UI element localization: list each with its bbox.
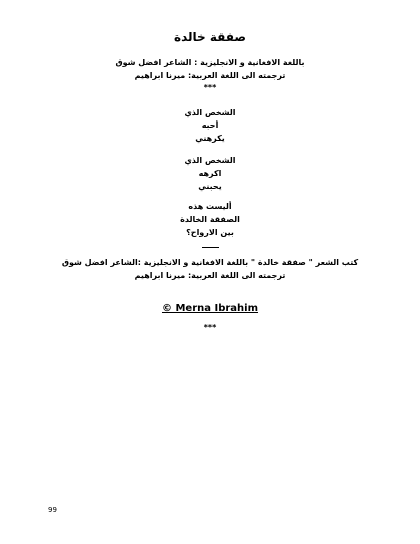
stanza2-line2: اكرهه [198, 169, 222, 178]
source-line: باللغة الافغانية و الانجليزية : الشاعر افضل شوق [115, 58, 305, 67]
stanza1-line2: أحبه [201, 121, 219, 130]
translation-line: ترجمته الى اللغة العربية: ميرنا ابراهيم [134, 71, 286, 80]
written-by-line: كتب الشعر " صفقة خالدة " باللغة الافغانية و الانجليزية :الشاعر افضل شوق [61, 258, 359, 267]
poem-title: صفقة خالدة [174, 30, 246, 44]
separator-top: *** [203, 83, 217, 92]
stanza3-line3: بين الارواح؟ [186, 228, 234, 237]
separator-bottom: *** [203, 323, 217, 332]
footer-translation-line: ترجمته الى اللغة العربية: ميرنا ابراهيم [134, 271, 286, 280]
page-number: 99 [48, 506, 57, 514]
copyright-notice: © Merna Ibrahim [161, 303, 259, 314]
stanza3-line2: الصفقة الخالدة [180, 215, 240, 224]
stanza3-line1: أليست هذه [188, 202, 232, 211]
stanza1-line3: يكرهني [195, 134, 225, 143]
divider-line [202, 247, 219, 248]
stanza2-line3: يحبني [198, 182, 222, 191]
stanza1-line1: الشخص الذي [184, 108, 236, 117]
stanza2-line1: الشخص الذي [184, 156, 236, 165]
